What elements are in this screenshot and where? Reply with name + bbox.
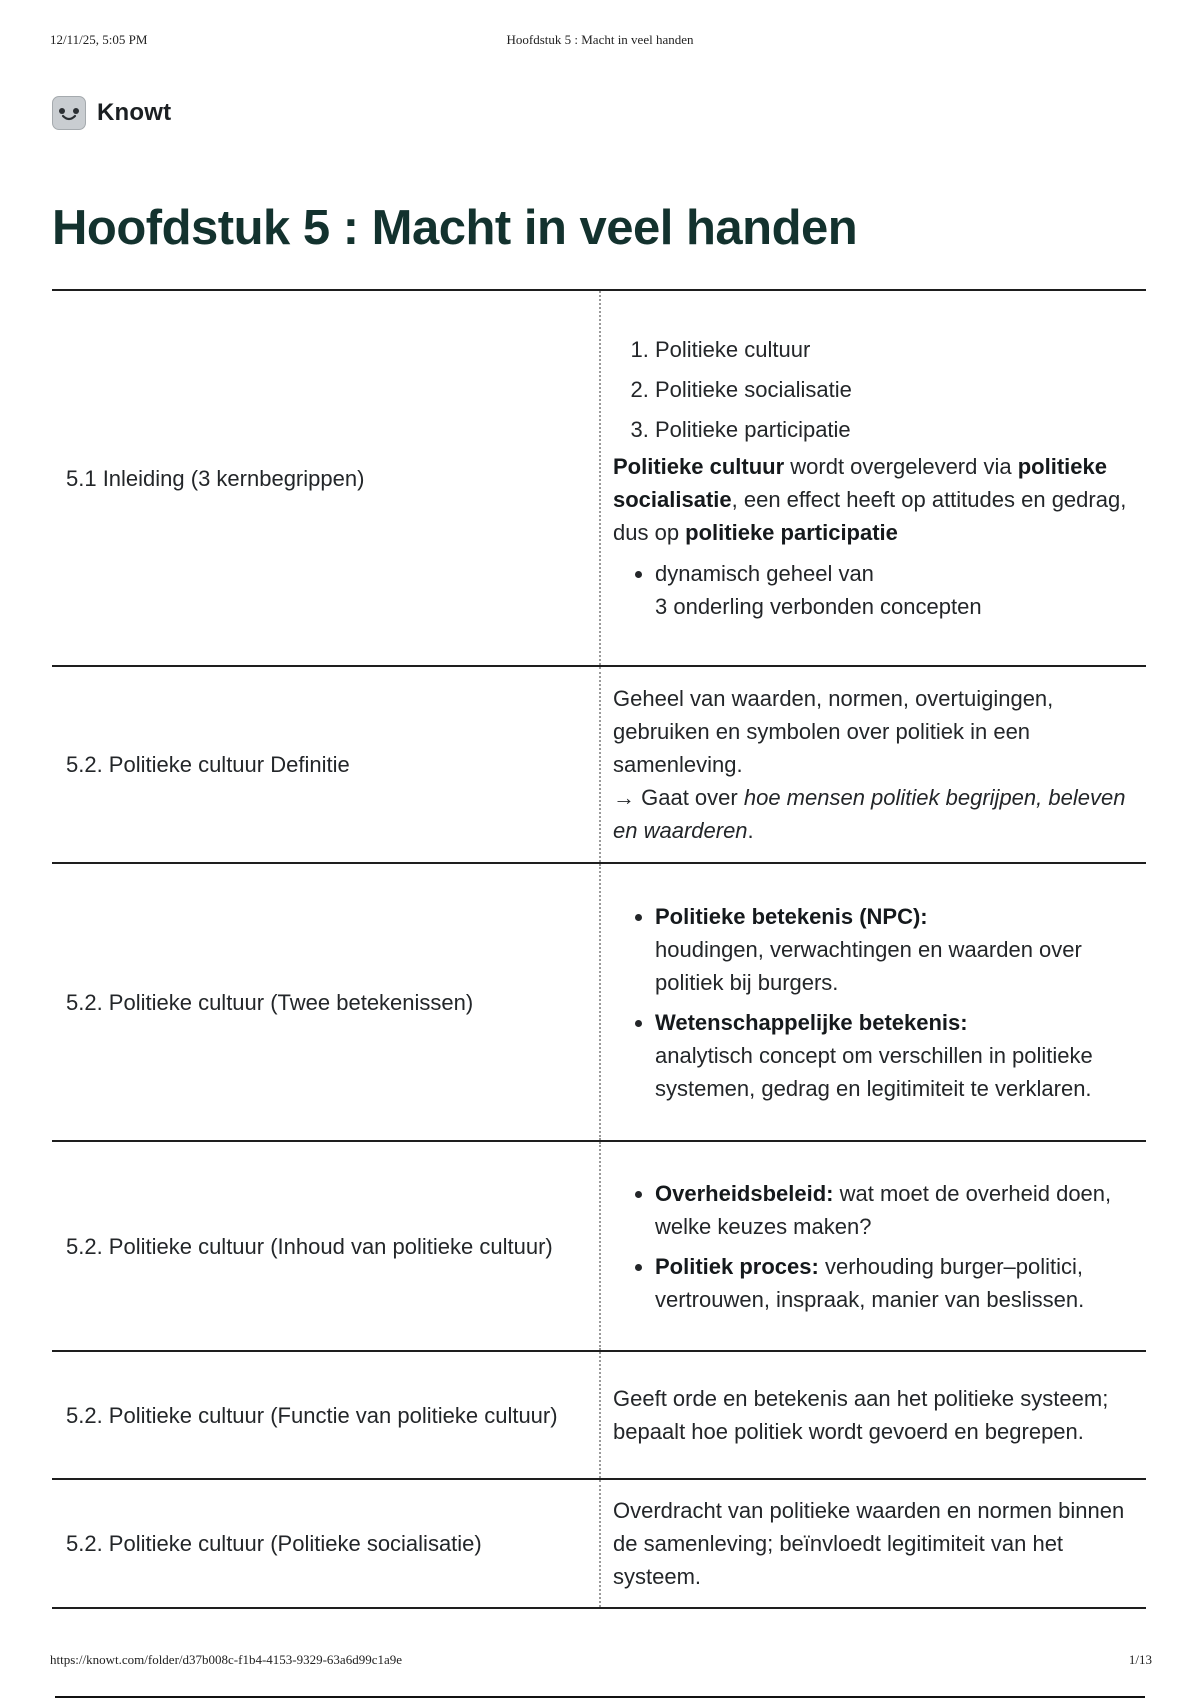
card-term: 5.2. Politieke cultuur (Functie van politieke cultuur)	[52, 1351, 600, 1479]
text-span: 3 onderling verbonden concepten	[655, 594, 982, 619]
flashcard-row	[52, 1141, 1146, 1351]
flashcard-row	[52, 666, 1146, 863]
bullet-list	[613, 1177, 1134, 1316]
text-span: dynamisch geheel van	[655, 561, 874, 586]
bold-term: Politieke betekenis (NPC):	[655, 903, 928, 929]
page-number: 1/13	[1128, 1652, 1152, 1667]
card-term: 5.1 Inleiding (3 kernbegrippen)	[52, 290, 600, 666]
print-footer	[0, 1652, 1200, 1670]
text-span: verhouding burger–politici, vertrouwen, inspraak, manier van beslissen.	[655, 1253, 1085, 1312]
text-span: → Gaat over	[613, 785, 744, 810]
list-item	[655, 557, 1134, 623]
definition-paragraph: Overdracht van politieke waarden en normen binnen de samenleving; beïnvloedt legitimiteit van het systeem.	[613, 1498, 1125, 1589]
italic-text: hoe mensen politiek begrijpen, beleven en waarderen	[613, 785, 1126, 843]
list-item: 1. Politieke cultuur	[655, 333, 1134, 366]
bold-term: politieke participatie	[685, 520, 898, 545]
print-title: Hoofdstuk 5 : Macht in veel handen	[506, 32, 694, 47]
flashcard-row	[52, 290, 1146, 666]
definition-paragraph: Geheel van waarden, normen, overtuigingen, gebruiken en symbolen over politiek in een samenleving.	[613, 686, 1054, 777]
card-definition	[600, 863, 1146, 1141]
text-span: wordt overgeleverd via	[784, 454, 1018, 479]
flashcard-row	[52, 1479, 1146, 1608]
bold-term: Overheidsbeleid:	[655, 1180, 834, 1206]
card-definition	[600, 1141, 1146, 1351]
card-definition	[600, 290, 1146, 666]
brand-name: Knowt	[97, 99, 172, 126]
brand[interactable]	[52, 96, 171, 130]
list-item	[655, 1006, 1134, 1105]
bullet-list	[613, 557, 1134, 623]
text-span: houdingen, verwachtingen en waarden over politiek bij burgers.	[655, 936, 1082, 995]
list-item: 3. Politieke participatie	[655, 413, 1134, 446]
card-definition	[600, 1351, 1146, 1479]
flashcard-row	[52, 1351, 1146, 1479]
bullet-list	[613, 900, 1134, 1105]
text-span: , een effect heeft op attitudes en gedrag, dus op	[613, 487, 1127, 545]
list-item	[655, 1177, 1134, 1243]
list-item: 2. Politieke socialisatie	[655, 373, 1134, 406]
card-definition	[600, 1479, 1146, 1608]
card-term: 5.2. Politieke cultuur (Inhoud van politieke cultuur)	[52, 1141, 600, 1351]
card-term: 5.2. Politieke cultuur (Politieke socialisatie)	[52, 1479, 600, 1608]
definition-paragraph: Geeft orde en betekenis aan het politieke systeem; bepaalt hoe politiek wordt gevoerd en begrepen.	[613, 1386, 1109, 1444]
bold-term: Politieke cultuur	[613, 454, 785, 479]
text-span: analytisch concept om verschillen in politieke systemen, gedrag en legitimiteit te verklaren.	[655, 1042, 1093, 1101]
page-url[interactable]: https://knowt.com/folder/d37b008c-f1b4-4153-9329-63a6d99c1a9e	[50, 1652, 403, 1667]
card-term: 5.2. Politieke cultuur (Twee betekenissen)	[52, 863, 600, 1141]
print-header	[0, 32, 1200, 50]
flashcard-row	[52, 863, 1146, 1141]
bold-term: Wetenschappelijke betekenis:	[655, 1009, 968, 1035]
list-item	[655, 900, 1134, 999]
card-term: 5.2. Politieke cultuur Definitie	[52, 666, 600, 863]
page-title: Hoofdstuk 5 : Macht in veel handen	[52, 201, 858, 255]
flashcard-table	[52, 289, 1146, 1609]
text-span: .	[747, 818, 754, 843]
numbered-list	[613, 333, 1134, 446]
divider	[55, 1696, 1145, 1698]
smiley-face-icon	[52, 96, 86, 130]
list-item	[655, 1250, 1134, 1316]
bold-term: politieke socialisatie	[613, 454, 1107, 512]
text-span: wat moet de overheid doen, welke keuzes maken?	[655, 1180, 1112, 1239]
bold-term: Politiek proces:	[655, 1253, 819, 1279]
definition-paragraph	[613, 450, 1134, 549]
print-datetime: 12/11/25, 5:05 PM	[50, 32, 148, 47]
card-definition	[600, 666, 1146, 863]
definition-paragraph	[613, 781, 1134, 847]
